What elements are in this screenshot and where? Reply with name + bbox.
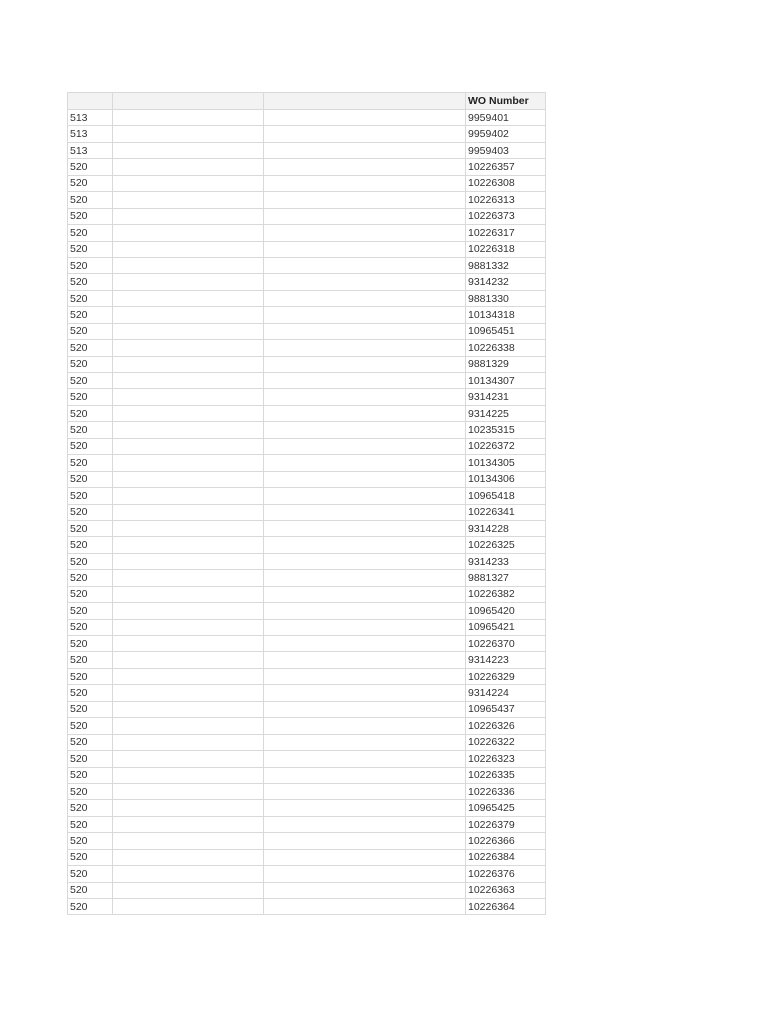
cell-empty[interactable]	[113, 405, 264, 421]
cell-code[interactable]: 520	[68, 274, 113, 290]
cell-empty[interactable]	[264, 537, 466, 553]
cell-wo-number[interactable]: 10226338	[466, 340, 546, 356]
cell-empty[interactable]	[264, 636, 466, 652]
cell-code[interactable]: 520	[68, 208, 113, 224]
cell-code[interactable]: 520	[68, 241, 113, 257]
cell-wo-number[interactable]: 10226357	[466, 159, 546, 175]
cell-wo-number[interactable]: 10226372	[466, 438, 546, 454]
cell-code[interactable]: 520	[68, 307, 113, 323]
cell-empty[interactable]	[264, 816, 466, 832]
cell-wo-number[interactable]: 10226366	[466, 833, 546, 849]
table-row	[68, 307, 546, 323]
table-row	[68, 882, 546, 898]
cell-empty[interactable]	[264, 783, 466, 799]
cell-empty[interactable]	[264, 159, 466, 175]
cell-empty[interactable]	[113, 537, 264, 553]
cell-empty[interactable]	[113, 208, 264, 224]
cell-code[interactable]: 520	[68, 866, 113, 882]
cell-empty[interactable]	[264, 520, 466, 536]
cell-wo-number[interactable]: 9314228	[466, 520, 546, 536]
cell-empty[interactable]	[264, 685, 466, 701]
cell-wo-number[interactable]: 9314223	[466, 652, 546, 668]
cell-empty[interactable]	[113, 882, 264, 898]
cell-wo-number[interactable]: 10226335	[466, 767, 546, 783]
cell-wo-number[interactable]: 10226376	[466, 866, 546, 882]
cell-empty[interactable]	[113, 241, 264, 257]
table-row	[68, 767, 546, 783]
cell-empty[interactable]	[264, 257, 466, 273]
cell-empty[interactable]	[113, 356, 264, 372]
cell-wo-number[interactable]: 10226317	[466, 225, 546, 241]
cell-empty[interactable]	[264, 619, 466, 635]
cell-wo-number[interactable]: 10226384	[466, 849, 546, 865]
cell-code[interactable]: 520	[68, 636, 113, 652]
cell-code[interactable]: 513	[68, 110, 113, 126]
table-row	[68, 192, 546, 208]
cell-wo-number[interactable]: 10965451	[466, 323, 546, 339]
cell-code[interactable]: 520	[68, 471, 113, 487]
table-row	[68, 455, 546, 471]
cell-wo-number[interactable]: 9959403	[466, 142, 546, 158]
cell-code[interactable]: 520	[68, 257, 113, 273]
cell-empty[interactable]	[113, 553, 264, 569]
table-row	[68, 520, 546, 536]
cell-wo-number[interactable]: 10226363	[466, 882, 546, 898]
table-row	[68, 586, 546, 602]
cell-empty[interactable]	[264, 718, 466, 734]
spreadsheet-table	[67, 92, 546, 915]
cell-wo-number[interactable]: 10226326	[466, 718, 546, 734]
cell-code[interactable]: 520	[68, 751, 113, 767]
table-row	[68, 734, 546, 750]
cell-code[interactable]: 520	[68, 323, 113, 339]
cell-empty[interactable]	[113, 668, 264, 684]
cell-wo-number[interactable]: 10965425	[466, 800, 546, 816]
cell-wo-number[interactable]: 10226370	[466, 636, 546, 652]
cell-empty[interactable]	[264, 323, 466, 339]
cell-code[interactable]: 520	[68, 175, 113, 191]
cell-empty[interactable]	[264, 225, 466, 241]
cell-wo-number[interactable]: 10134306	[466, 471, 546, 487]
table-row	[68, 373, 546, 389]
cell-code[interactable]: 520	[68, 685, 113, 701]
cell-code[interactable]: 520	[68, 192, 113, 208]
table-row	[68, 241, 546, 257]
column-header-wo-number[interactable]: WO Number	[466, 93, 546, 110]
column-header-2[interactable]	[113, 93, 264, 110]
cell-empty[interactable]	[264, 110, 466, 126]
cell-code[interactable]: 520	[68, 340, 113, 356]
cell-code[interactable]: 520	[68, 405, 113, 421]
cell-code[interactable]: 520	[68, 225, 113, 241]
cell-code[interactable]: 520	[68, 833, 113, 849]
table-body	[68, 110, 546, 915]
cell-empty[interactable]	[113, 142, 264, 158]
cell-empty[interactable]	[264, 455, 466, 471]
table-row	[68, 208, 546, 224]
cell-empty[interactable]	[264, 290, 466, 306]
cell-code[interactable]: 520	[68, 652, 113, 668]
cell-empty[interactable]	[264, 767, 466, 783]
cell-empty[interactable]	[113, 455, 264, 471]
cell-empty[interactable]	[264, 340, 466, 356]
cell-wo-number[interactable]: 10226373	[466, 208, 546, 224]
cell-wo-number[interactable]: 10134318	[466, 307, 546, 323]
cell-code[interactable]: 520	[68, 504, 113, 520]
cell-empty[interactable]	[264, 389, 466, 405]
cell-empty[interactable]	[264, 553, 466, 569]
cell-empty[interactable]	[264, 570, 466, 586]
cell-empty[interactable]	[264, 307, 466, 323]
cell-wo-number[interactable]: 9959402	[466, 126, 546, 142]
table-row	[68, 438, 546, 454]
cell-empty[interactable]	[113, 307, 264, 323]
cell-wo-number[interactable]: 10965418	[466, 488, 546, 504]
table-row	[68, 668, 546, 684]
table-row	[68, 718, 546, 734]
table-row	[68, 701, 546, 717]
table-row	[68, 340, 546, 356]
cell-empty[interactable]	[113, 800, 264, 816]
cell-wo-number[interactable]: 10226329	[466, 668, 546, 684]
cell-code[interactable]: 520	[68, 159, 113, 175]
cell-empty[interactable]	[264, 849, 466, 865]
table-row	[68, 866, 546, 882]
cell-code[interactable]: 520	[68, 783, 113, 799]
cell-wo-number[interactable]: 9314233	[466, 553, 546, 569]
cell-wo-number[interactable]: 10226322	[466, 734, 546, 750]
cell-empty[interactable]	[264, 586, 466, 602]
cell-empty[interactable]	[113, 603, 264, 619]
cell-empty[interactable]	[264, 471, 466, 487]
cell-code[interactable]: 520	[68, 438, 113, 454]
cell-empty[interactable]	[113, 192, 264, 208]
cell-wo-number[interactable]: 10226308	[466, 175, 546, 191]
cell-empty[interactable]	[113, 783, 264, 799]
cell-wo-number[interactable]: 10226341	[466, 504, 546, 520]
cell-empty[interactable]	[264, 274, 466, 290]
cell-code[interactable]: 520	[68, 882, 113, 898]
cell-empty[interactable]	[113, 570, 264, 586]
cell-empty[interactable]	[113, 126, 264, 142]
cell-code[interactable]: 520	[68, 767, 113, 783]
cell-empty[interactable]	[113, 833, 264, 849]
cell-empty[interactable]	[264, 882, 466, 898]
table-row	[68, 652, 546, 668]
cell-code[interactable]: 520	[68, 718, 113, 734]
cell-empty[interactable]	[264, 192, 466, 208]
cell-wo-number[interactable]: 9881332	[466, 257, 546, 273]
table-row	[68, 488, 546, 504]
cell-empty[interactable]	[264, 175, 466, 191]
cell-code[interactable]: 520	[68, 668, 113, 684]
cell-wo-number[interactable]: 9881327	[466, 570, 546, 586]
table-row	[68, 142, 546, 158]
table-row	[68, 323, 546, 339]
cell-wo-number[interactable]: 10965420	[466, 603, 546, 619]
table-row	[68, 636, 546, 652]
cell-empty[interactable]	[264, 438, 466, 454]
table-row	[68, 257, 546, 273]
cell-empty[interactable]	[264, 356, 466, 372]
cell-empty[interactable]	[264, 899, 466, 915]
cell-empty[interactable]	[264, 241, 466, 257]
cell-empty[interactable]	[264, 800, 466, 816]
cell-empty[interactable]	[113, 767, 264, 783]
cell-wo-number[interactable]: 10226336	[466, 783, 546, 799]
cell-empty[interactable]	[113, 257, 264, 273]
cell-empty[interactable]	[264, 668, 466, 684]
cell-wo-number[interactable]: 10226323	[466, 751, 546, 767]
cell-wo-number[interactable]: 10226325	[466, 537, 546, 553]
cell-empty[interactable]	[264, 734, 466, 750]
table-row	[68, 619, 546, 635]
cell-code[interactable]: 520	[68, 290, 113, 306]
cell-code[interactable]: 520	[68, 619, 113, 635]
cell-wo-number[interactable]: 10226364	[466, 899, 546, 915]
cell-empty[interactable]	[264, 126, 466, 142]
cell-empty[interactable]	[113, 389, 264, 405]
cell-empty[interactable]	[264, 488, 466, 504]
cell-empty[interactable]	[113, 488, 264, 504]
cell-code[interactable]: 520	[68, 553, 113, 569]
cell-empty[interactable]	[113, 290, 264, 306]
cell-code[interactable]: 520	[68, 537, 113, 553]
cell-code[interactable]: 520	[68, 734, 113, 750]
table-row	[68, 422, 546, 438]
column-header-1[interactable]	[68, 93, 113, 110]
cell-code[interactable]: 520	[68, 899, 113, 915]
cell-empty[interactable]	[113, 520, 264, 536]
cell-wo-number[interactable]: 10226379	[466, 816, 546, 832]
table-row	[68, 833, 546, 849]
table-row	[68, 603, 546, 619]
cell-wo-number[interactable]: 9959401	[466, 110, 546, 126]
table-row	[68, 783, 546, 799]
cell-code[interactable]: 520	[68, 849, 113, 865]
cell-wo-number[interactable]: 9314232	[466, 274, 546, 290]
cell-code[interactable]: 520	[68, 701, 113, 717]
cell-code[interactable]: 520	[68, 373, 113, 389]
cell-empty[interactable]	[264, 208, 466, 224]
cell-empty[interactable]	[113, 816, 264, 832]
cell-empty[interactable]	[113, 866, 264, 882]
cell-code[interactable]: 520	[68, 488, 113, 504]
cell-empty[interactable]	[113, 652, 264, 668]
cell-code[interactable]: 520	[68, 389, 113, 405]
cell-empty[interactable]	[113, 504, 264, 520]
table-row	[68, 685, 546, 701]
cell-code[interactable]: 513	[68, 126, 113, 142]
cell-empty[interactable]	[113, 438, 264, 454]
table-row	[68, 553, 546, 569]
cell-empty[interactable]	[113, 899, 264, 915]
cell-empty[interactable]	[113, 751, 264, 767]
table-row	[68, 471, 546, 487]
table-row	[68, 389, 546, 405]
cell-empty[interactable]	[113, 225, 264, 241]
cell-empty[interactable]	[264, 701, 466, 717]
cell-code[interactable]: 520	[68, 570, 113, 586]
cell-code[interactable]: 520	[68, 455, 113, 471]
column-header-3[interactable]	[264, 93, 466, 110]
cell-empty[interactable]	[113, 718, 264, 734]
cell-empty[interactable]	[113, 685, 264, 701]
table-row	[68, 159, 546, 175]
table-row	[68, 899, 546, 915]
table-row	[68, 356, 546, 372]
cell-wo-number[interactable]: 10226382	[466, 586, 546, 602]
cell-code[interactable]: 520	[68, 586, 113, 602]
cell-empty[interactable]	[113, 323, 264, 339]
cell-empty[interactable]	[264, 142, 466, 158]
table-row	[68, 110, 546, 126]
cell-wo-number[interactable]: 9314225	[466, 405, 546, 421]
cell-wo-number[interactable]: 10235315	[466, 422, 546, 438]
cell-empty[interactable]	[113, 274, 264, 290]
cell-empty[interactable]	[113, 175, 264, 191]
table-row	[68, 800, 546, 816]
cell-empty[interactable]	[113, 586, 264, 602]
cell-empty[interactable]	[113, 619, 264, 635]
cell-wo-number[interactable]: 10134305	[466, 455, 546, 471]
table-row	[68, 816, 546, 832]
cell-wo-number[interactable]: 10965421	[466, 619, 546, 635]
table-row	[68, 290, 546, 306]
table-row	[68, 274, 546, 290]
header-row	[68, 93, 546, 110]
cell-code[interactable]: 520	[68, 603, 113, 619]
cell-wo-number[interactable]: 10226313	[466, 192, 546, 208]
cell-code[interactable]: 520	[68, 800, 113, 816]
table-row	[68, 175, 546, 191]
cell-code[interactable]: 520	[68, 356, 113, 372]
cell-empty[interactable]	[264, 751, 466, 767]
cell-code[interactable]: 513	[68, 142, 113, 158]
cell-wo-number[interactable]: 9881329	[466, 356, 546, 372]
cell-empty[interactable]	[264, 405, 466, 421]
cell-empty[interactable]	[113, 849, 264, 865]
cell-wo-number[interactable]: 9314231	[466, 389, 546, 405]
cell-empty[interactable]	[264, 373, 466, 389]
table-row	[68, 751, 546, 767]
cell-wo-number[interactable]: 10226318	[466, 241, 546, 257]
cell-code[interactable]: 520	[68, 422, 113, 438]
table-row	[68, 849, 546, 865]
cell-empty[interactable]	[113, 340, 264, 356]
table-row	[68, 405, 546, 421]
cell-code[interactable]: 520	[68, 816, 113, 832]
table-row	[68, 504, 546, 520]
cell-empty[interactable]	[113, 471, 264, 487]
cell-empty[interactable]	[113, 636, 264, 652]
table-row	[68, 225, 546, 241]
cell-empty[interactable]	[113, 373, 264, 389]
cell-empty[interactable]	[264, 504, 466, 520]
table-row	[68, 537, 546, 553]
cell-empty[interactable]	[113, 701, 264, 717]
cell-wo-number[interactable]: 10965437	[466, 701, 546, 717]
table-row	[68, 126, 546, 142]
cell-empty[interactable]	[113, 734, 264, 750]
cell-empty[interactable]	[264, 422, 466, 438]
table-row	[68, 570, 546, 586]
cell-empty[interactable]	[264, 603, 466, 619]
cell-empty[interactable]	[264, 866, 466, 882]
cell-empty[interactable]	[113, 422, 264, 438]
cell-empty[interactable]	[264, 833, 466, 849]
cell-wo-number[interactable]: 9881330	[466, 290, 546, 306]
cell-empty[interactable]	[113, 159, 264, 175]
cell-wo-number[interactable]: 10134307	[466, 373, 546, 389]
cell-wo-number[interactable]: 9314224	[466, 685, 546, 701]
cell-empty[interactable]	[113, 110, 264, 126]
cell-code[interactable]: 520	[68, 520, 113, 536]
cell-empty[interactable]	[264, 652, 466, 668]
